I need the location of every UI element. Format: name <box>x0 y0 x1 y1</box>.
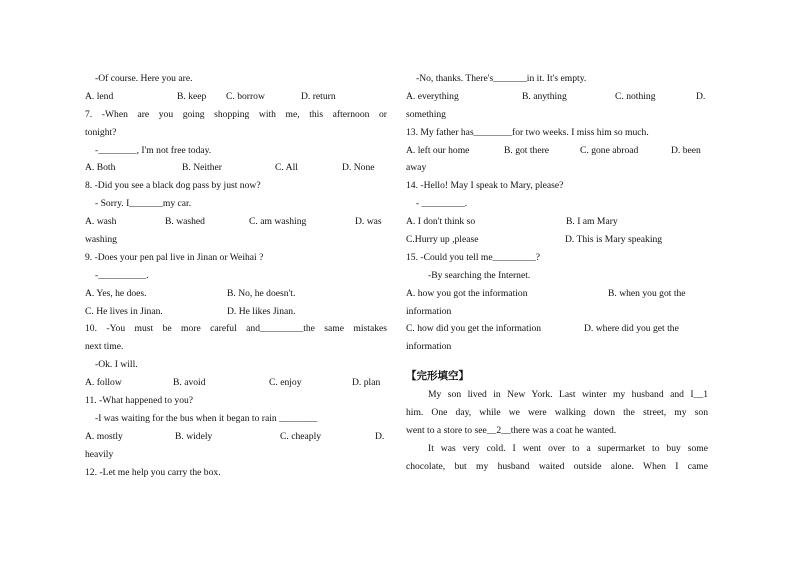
text-line: 7. -When are you going shopping with me, this afternoon or <box>85 108 387 120</box>
option-text: B. when you got the <box>608 287 686 299</box>
text-line: next time. <box>85 341 124 353</box>
text-line: -I was waiting for the bus when it began to rain ________ <box>95 412 318 424</box>
text-line: -By searching the Internet. <box>428 269 531 281</box>
option-text: C. cheaply <box>280 430 322 442</box>
option-text: D. <box>375 430 385 442</box>
option-text: A. follow <box>85 377 122 389</box>
option-text: D. He likes Jinan. <box>227 305 296 317</box>
left-column <box>85 70 387 481</box>
section-spacer <box>406 356 708 368</box>
text-line: 14. -Hello! May I speak to Mary, please? <box>406 180 564 192</box>
text-line: - Sorry. I_______my car. <box>95 198 192 210</box>
option-text: A. lend <box>85 90 114 102</box>
options-row <box>406 320 708 338</box>
options-row <box>406 88 708 106</box>
options-row <box>406 213 708 231</box>
option-text: A. Yes, he does. <box>85 287 147 299</box>
option-text: B. No, he doesn't. <box>227 287 296 299</box>
option-text: A. left our home <box>406 144 470 156</box>
option-text: C. how did you get the information <box>406 323 542 335</box>
text-line: information <box>406 305 452 317</box>
options-row <box>406 285 708 303</box>
text-line: tonight? <box>85 126 117 138</box>
text-line: 15. -Could you tell me_________? <box>406 251 541 263</box>
text-line: 11. -What happened to you? <box>85 395 194 407</box>
option-text: A. mostly <box>85 430 123 442</box>
text-line: something <box>406 108 446 120</box>
text-line: 10. -You must be more careful and_________the same mistakes <box>85 323 387 335</box>
option-text: A. how you got the information <box>406 287 528 299</box>
option-text: B. avoid <box>173 377 206 389</box>
option-text: B. anything <box>522 90 567 102</box>
text-line: - _________. <box>416 198 468 210</box>
option-text: C. enjoy <box>269 377 302 389</box>
option-text: B. Neither <box>182 162 222 174</box>
option-text: C. All <box>275 162 298 174</box>
section-heading: 【完形填空】 <box>406 370 469 383</box>
text-line: It was very cold. I went over to a supermarket to buy some <box>428 442 708 454</box>
options-row <box>85 303 387 321</box>
option-text: A. I don't think so <box>406 216 476 228</box>
option-text: B. got there <box>504 144 550 156</box>
text-line: chocolate, but my husband waited outside alone. When I came <box>406 460 708 472</box>
option-text: D. was <box>355 216 382 228</box>
option-text: B. washed <box>165 216 205 228</box>
text-line: him. One day, while we were walking down the street, my son <box>406 407 708 419</box>
option-text: C. borrow <box>226 90 265 102</box>
text-line: went to a store to see__2__there was a coat he wanted. <box>406 424 617 436</box>
option-text: C. gone abroad <box>580 144 639 156</box>
option-text: D. been <box>671 144 701 156</box>
option-text: B. widely <box>175 430 213 442</box>
option-text: D. <box>696 90 706 102</box>
text-line: information <box>406 341 452 353</box>
text-line: 9. -Does your pen pal live in Jinan or Weihai ? <box>85 251 264 263</box>
options-row <box>406 142 708 160</box>
option-text: D. This is Mary speaking <box>565 234 663 246</box>
options-row <box>406 231 708 249</box>
text-line: -Of course. Here you are. <box>95 73 193 84</box>
option-text: C. am washing <box>249 216 307 228</box>
options-row <box>85 285 387 303</box>
options-row <box>85 428 387 446</box>
option-text: D. where did you get the <box>584 323 679 335</box>
text-line: My son lived in New York. Last winter my husband and I__1 <box>428 389 708 401</box>
option-text: C. nothing <box>615 90 656 102</box>
option-text: A. wash <box>85 216 117 228</box>
text-line: 8. -Did you see a black dog pass by just now? <box>85 180 261 192</box>
text-line: -________, I'm not free today. <box>95 144 212 156</box>
option-text: D. None <box>342 162 375 174</box>
options-row <box>85 159 387 177</box>
option-text: C. He lives in Jinan. <box>85 305 163 317</box>
text-line: 12. -Let me help you carry the box. <box>85 466 221 478</box>
options-row <box>85 374 387 392</box>
options-row <box>85 213 387 231</box>
option-text: B. I am Mary <box>566 216 618 228</box>
option-text: C.Hurry up ,please <box>406 234 479 246</box>
text-line: washing <box>85 234 117 246</box>
option-text: B. keep <box>177 90 207 102</box>
text-line: -No, thanks. There's_______in it. It's empty. <box>416 73 587 84</box>
text-line: -__________. <box>95 269 149 281</box>
option-text: A. everything <box>406 90 459 102</box>
option-text: D. plan <box>352 377 381 389</box>
text-line: -Ok. I will. <box>95 359 138 371</box>
text-line: away <box>406 162 427 174</box>
option-text: A. Both <box>85 162 116 174</box>
right-column <box>406 70 708 476</box>
text-line: 13. My father has________for two weeks. I miss him so much. <box>406 126 649 138</box>
option-text: D. return <box>301 90 336 102</box>
options-row <box>85 88 387 106</box>
text-line: heavily <box>85 448 114 460</box>
